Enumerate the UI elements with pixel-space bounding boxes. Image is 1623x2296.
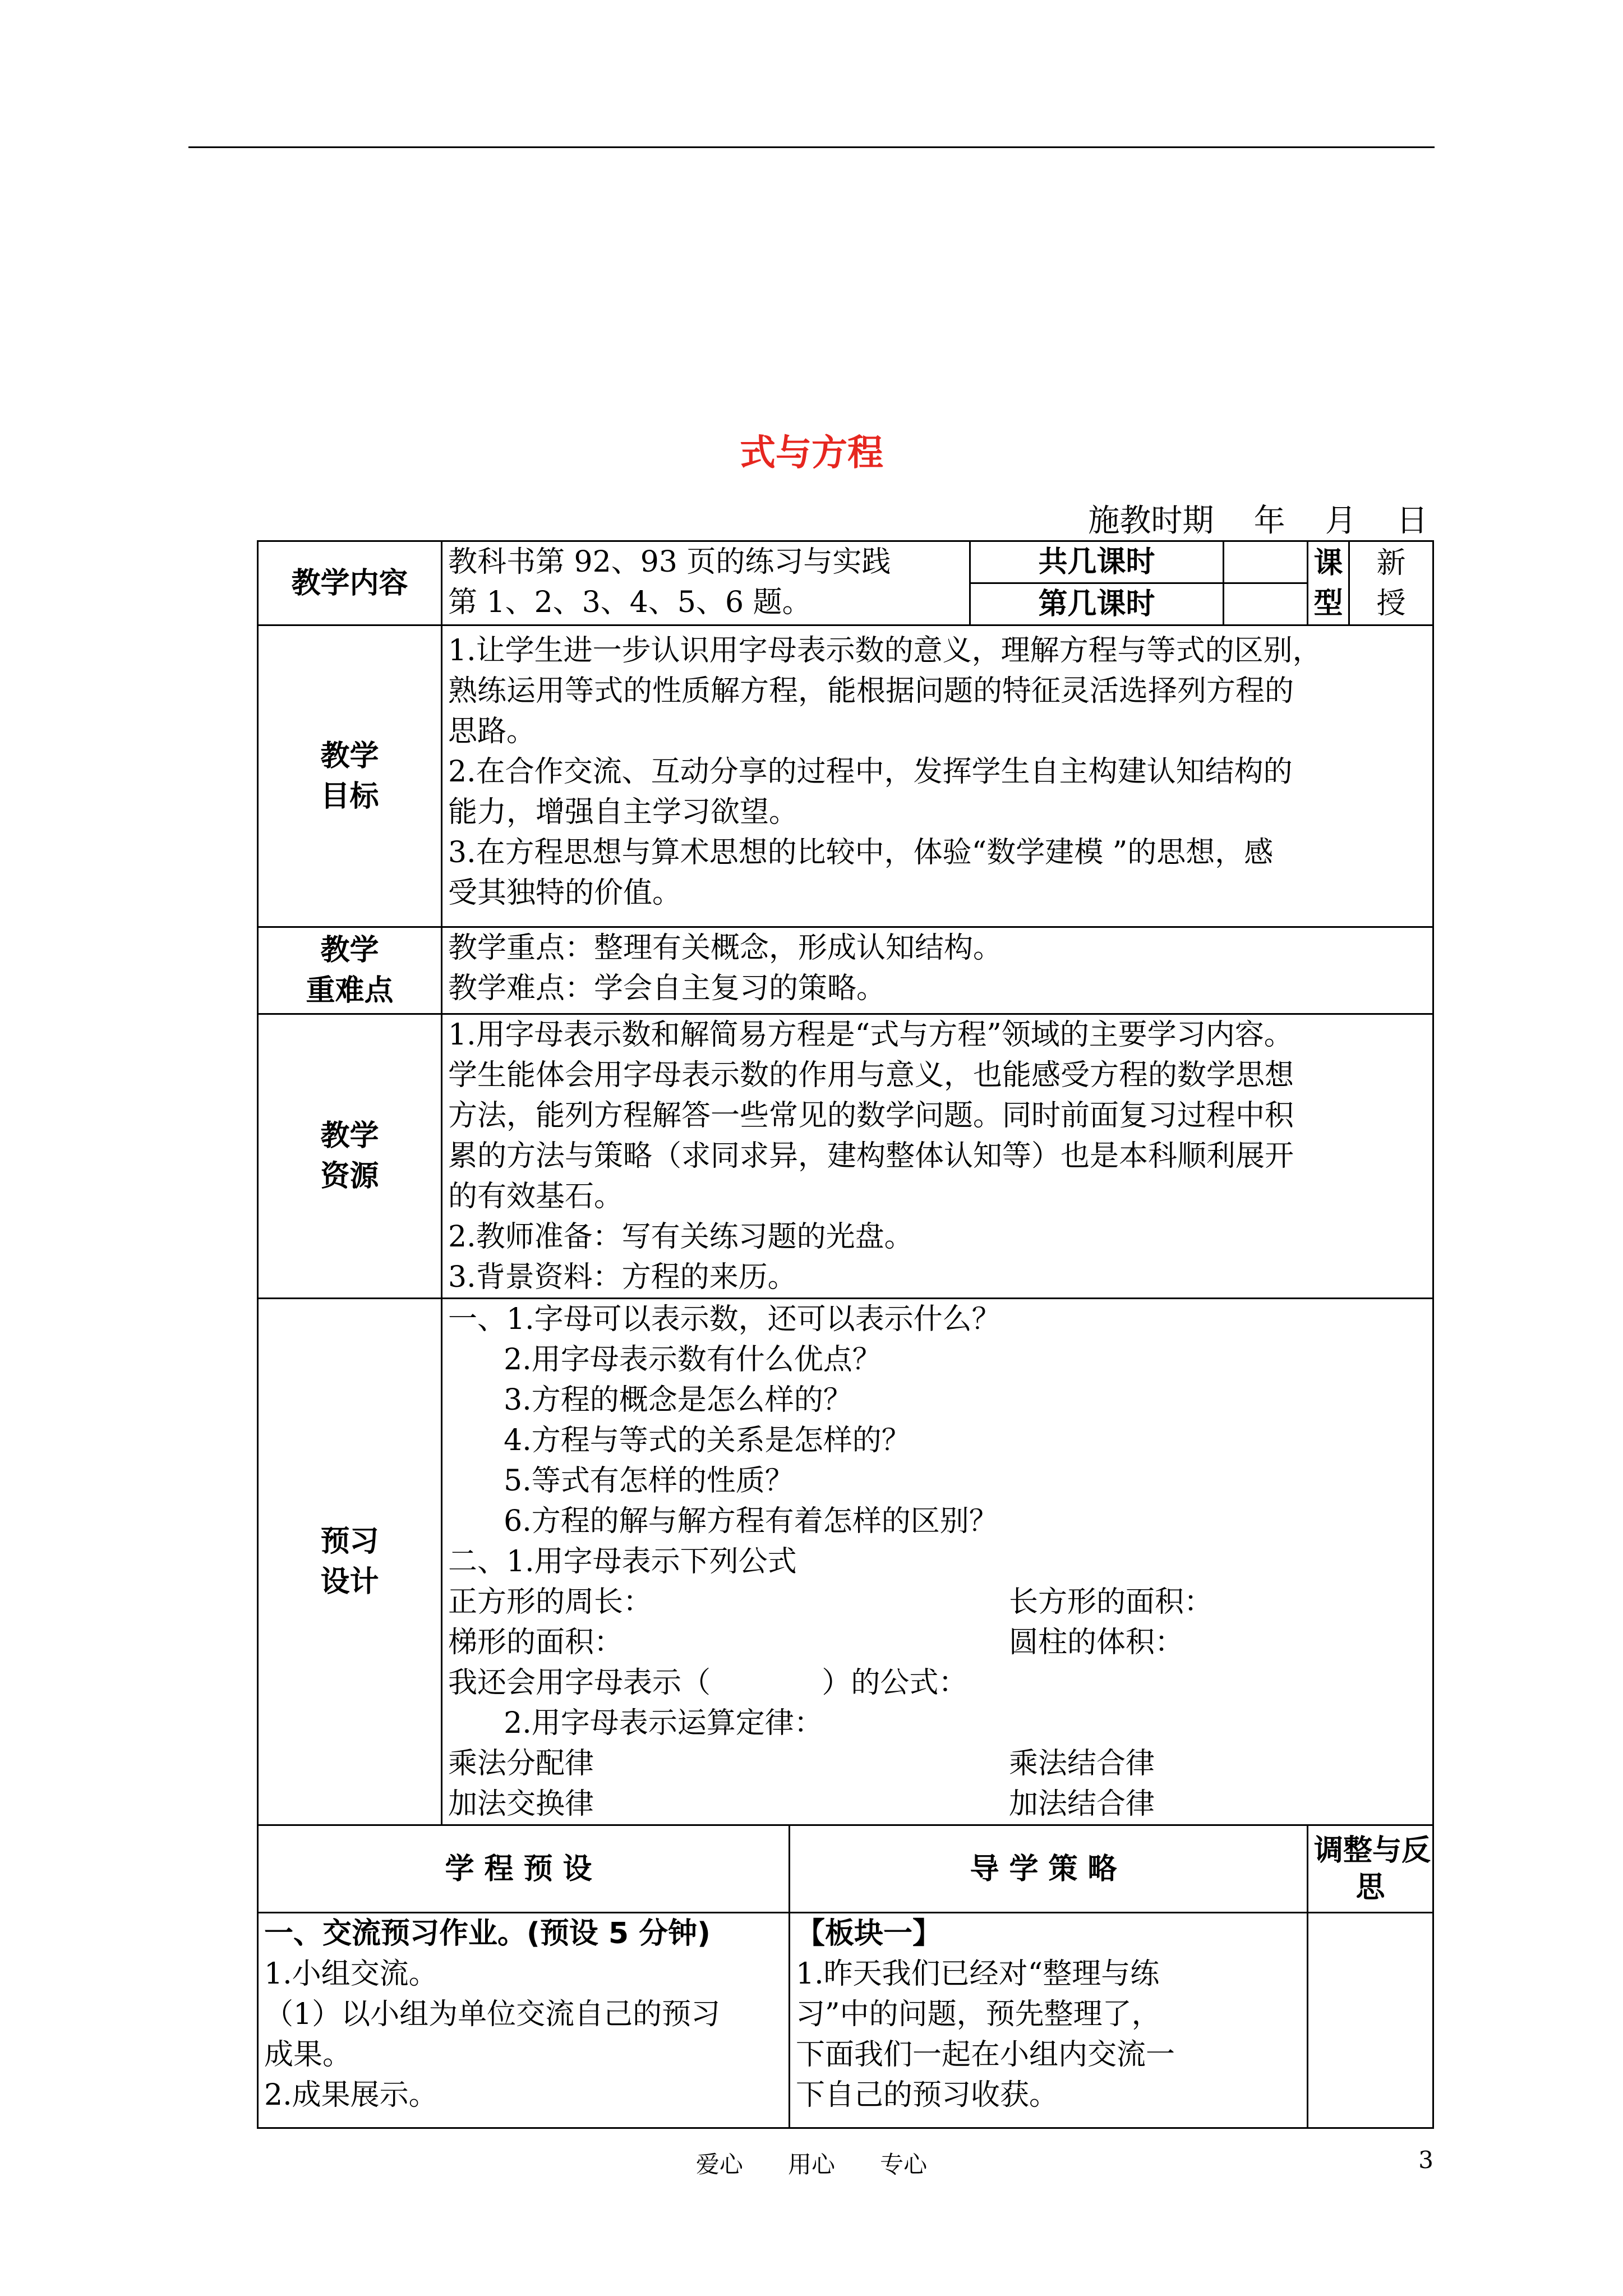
total-periods-value [1224, 541, 1308, 583]
resources-label: 教学 资源 [258, 1014, 442, 1299]
process-col1-title: 一、交流预习作业。(预设 5 分钟) [264, 1917, 711, 1950]
preview-text: 一、1.字母可以表示数，还可以表示什么？ 2.用字母表示数有什么优点？ 3.方程的概念是怎么样的？ 4.方程与等式的关系是怎样的？ 5.等式有怎样的性质？ 6.方程的解与解方程有着怎样的区别？ 二、1.用字母表示下列公式 正方形的周长： 长方形的面积： 梯形的面积： 圆柱的体积： 我还会用字母表示（ ）的公式： 2.用字母表示运算定律： 乘法分配律 乘法结合律 加法交换律 加法结合律 [442, 1299, 1433, 1825]
current-period-label: 第几课时 [970, 583, 1224, 625]
goals-label: 教学 目标 [258, 625, 442, 927]
process-col2-title: 【板块一】 [796, 1917, 942, 1950]
content-text [442, 541, 970, 625]
preview-label: 预习 设计 [258, 1299, 442, 1825]
resources-text: 1.用字母表示数和解简易方程是“式与方程”领域的主要学习内容。 学生能体会用字母表示数的作用与意义，也能感受方程的数学思想 方法，能列方程解答一些常见的数学问题。同时前面复习过程中积 累的方法与策略（求同求异，建构整体认知等）也是本科顺利展开 的有效基石。 2.教师准备：写有关练习题的光盘。 3.背景资料：方程的来历。 [442, 1014, 1433, 1299]
law-heading: 2.用字母表示运算定律： [448, 1706, 823, 1740]
page-number: 3 [1418, 2146, 1433, 2174]
formula-pair: 梯形的面积： 圆柱的体积： [448, 1626, 1184, 1659]
key-points-text: 教学重点：整理有关概念，形成认知结构。 教学难点：学会自主复习的策略。 [442, 927, 1433, 1014]
header-rule [188, 146, 1435, 148]
process-col3-header: 调整与反 思 [1308, 1825, 1433, 1913]
law-pair: 加法交换律 加法结合律 [448, 1787, 1155, 1821]
process-col1-header: 学程预设 [258, 1825, 790, 1913]
content-label: 教学内容 [258, 541, 442, 625]
self-formula-line: 我还会用字母表示（ ）的公式： [448, 1666, 968, 1700]
current-period-value [1224, 583, 1308, 625]
total-periods-label: 共几课时 [970, 541, 1224, 583]
page-footer: 爱心 用心 专心 [695, 2151, 928, 2178]
goals-text: 1.让学生进一步认识用字母表示数的意义，理解方程与等式的区别， 熟练运用等式的性质解方程，能根据问题的特征灵活选择列方程的 思路。 2.在合作交流、互动分享的过程中，发挥学生自主构建认知结构的 能力，增强自主学习欲望。 3.在方程思想与算术思想的比较中，体验“数学建模 ”的思想，感 受其独特的价值。 [442, 625, 1433, 927]
process-col3-body [1308, 1913, 1433, 2128]
date-line: 施教时期 年 月 日 [1088, 503, 1428, 539]
content-line: 第 1、2、3、4、5、6 题。 [448, 586, 811, 619]
lesson-type-label: 课 型 [1308, 541, 1349, 625]
process-col2-header: 导学策略 [790, 1825, 1308, 1913]
process-col2-body: 【板块一】 1.昨天我们已经对“整理与练 习”中的问题，预先整理了， 下面我们一起在小组内交流一 下自己的预习收获。 [790, 1913, 1308, 2128]
document-title: 式与方程 [740, 432, 883, 474]
content-line: 教科书第 92、93 页的练习与实践 [448, 545, 891, 579]
process-col1-body: 一、交流预习作业。(预设 5 分钟) 1.小组交流。 （1）以小组为单位交流自己的预习 成果。 2.成果展示。 [258, 1913, 790, 2128]
lesson-plan-table [257, 540, 1434, 2129]
formula-pair: 正方形的周长： 长方形的面积： [448, 1585, 1214, 1619]
law-pair: 乘法分配律 乘法结合律 [448, 1747, 1155, 1780]
lesson-type-value: 新 授 [1349, 541, 1433, 625]
key-points-label: 教学 重难点 [258, 927, 442, 1014]
